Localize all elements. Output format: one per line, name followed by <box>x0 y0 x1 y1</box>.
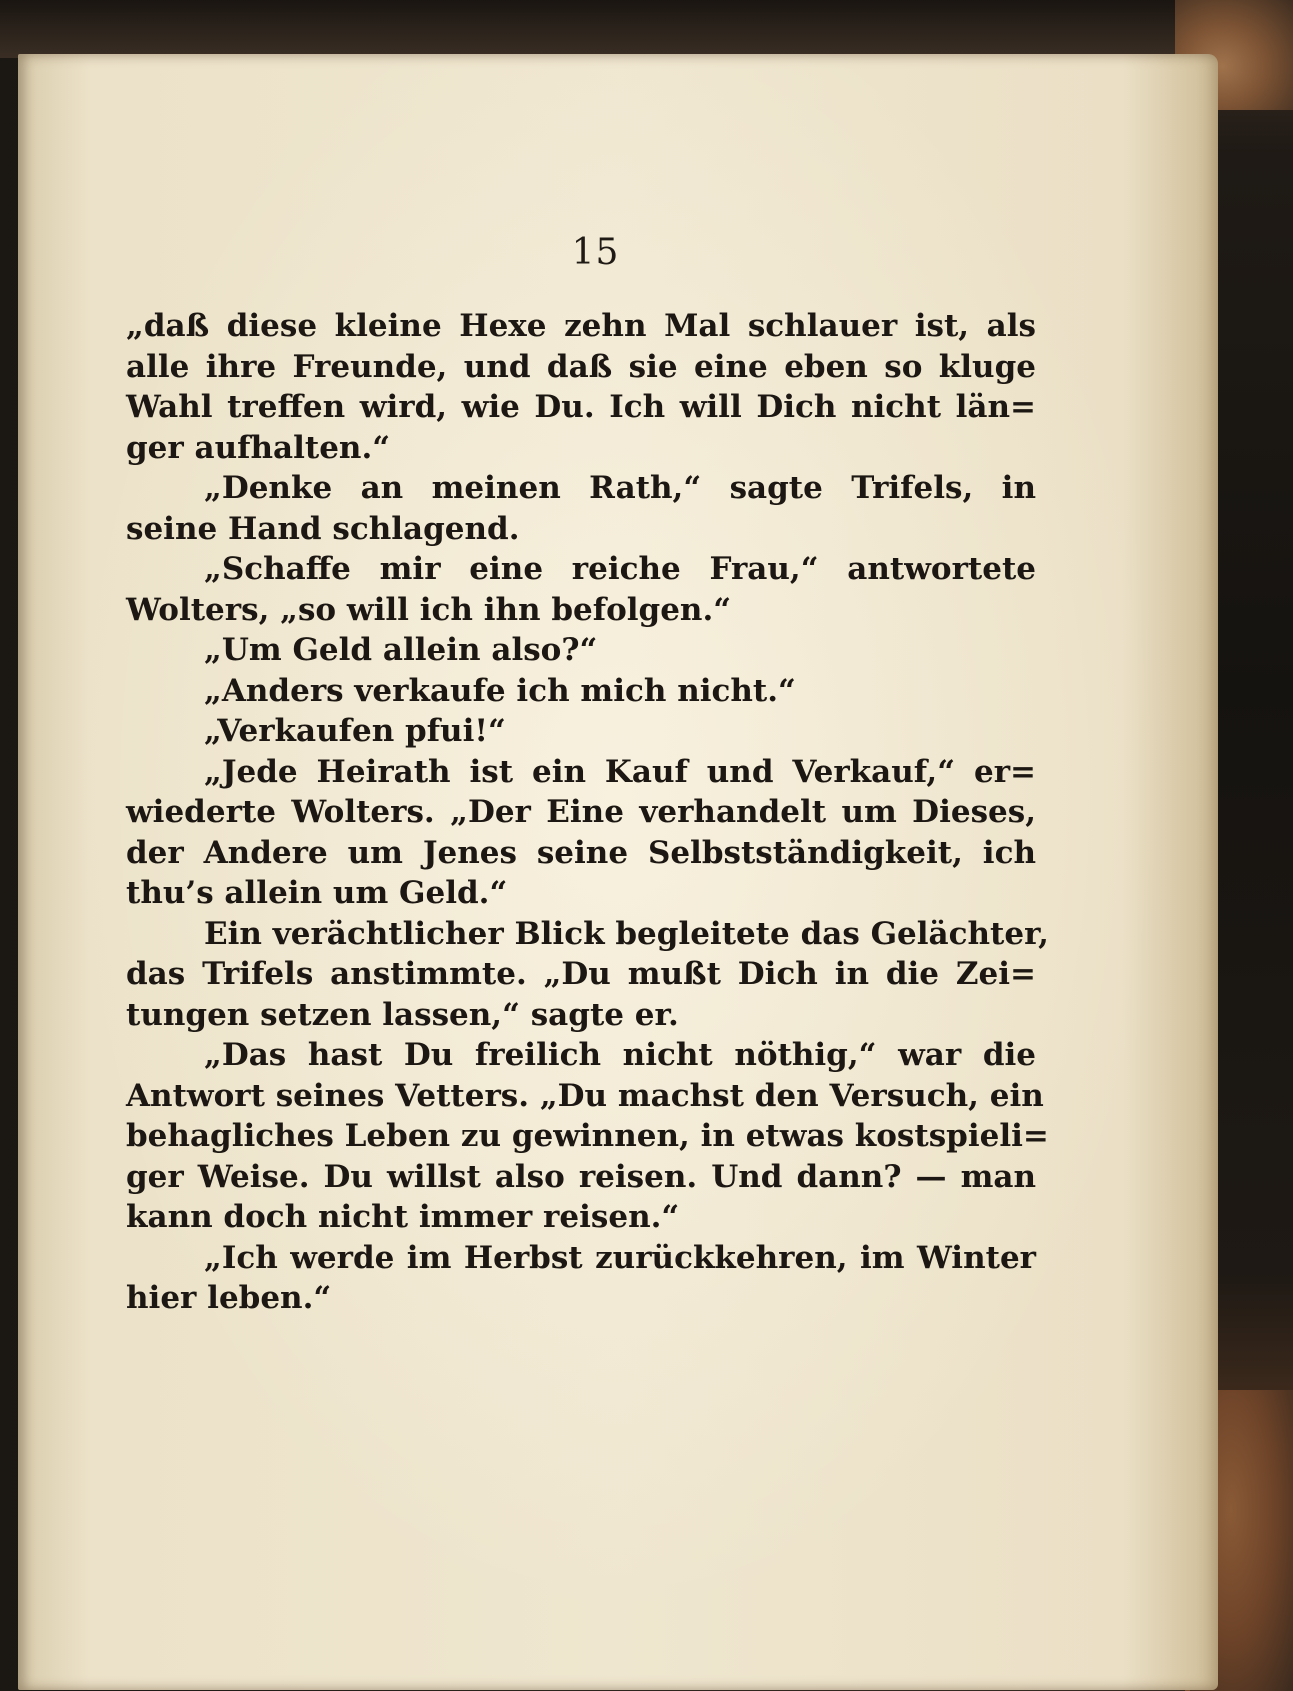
text-line: „Um Geld allein also?“ <box>204 632 598 668</box>
text-line: seine Hand schlagend. <box>126 510 520 547</box>
text-line: Ein verächtlicher Blick begleitete das Gelächter, <box>204 915 1049 952</box>
text-line: „Ich werde im Herbst zurückkehren, im Winter <box>204 1239 1036 1276</box>
text-line: wiederte Wolters. „Der Eine verhandelt um Dieses, <box>126 794 1036 830</box>
text-line: „daß diese kleine Hexe zehn Mal schlauer ist, als <box>126 308 1036 344</box>
text-line: thu’s allein um Geld.“ <box>126 875 508 911</box>
text-line: „Anders verkaufe ich mich nicht.“ <box>204 672 796 709</box>
text-line: hier leben.“ <box>126 1280 332 1316</box>
text-line: das Trifels anstimmte. „Du mußt Dich in die Zei= <box>126 956 1036 992</box>
text-line: alle ihre Freunde, und daß sie eine eben so kluge <box>126 348 1036 385</box>
text-line: tungen setzen lassen,“ sagte er. <box>126 996 679 1033</box>
text-line: Wolters, „so will ich ihn befolgen.“ <box>126 591 732 628</box>
page-number: 15 <box>571 232 620 273</box>
text-line: ger aufhalten.“ <box>126 429 391 466</box>
text-line: „Jede Heirath ist ein Kauf und Verkauf,“ er= <box>204 753 1036 790</box>
book-page <box>18 54 1218 1690</box>
text-line: „Denke an meinen Rath,“ sagte Trifels, in <box>204 470 1036 506</box>
text-line: Wahl treffen wird, wie Du. Ich will Dich nicht län= <box>126 389 1036 425</box>
text-line: Antwort seines Vetters. „Du machst den Versuch, ein <box>126 1077 1044 1114</box>
text-line: ger Weise. Du willst also reisen. Und dann? — man <box>126 1158 1036 1195</box>
text-line: behagliches Leben zu gewinnen, in etwas kostspieli= <box>126 1118 1049 1154</box>
page-body-text <box>126 306 1049 1319</box>
text-line: „Verkaufen pfui!“ <box>204 713 506 749</box>
text-line: „Schaffe mir eine reiche Frau,“ antwortete <box>204 551 1036 587</box>
text-line: „Das hast Du freilich nicht nöthig,“ war die <box>204 1037 1036 1073</box>
book-cover-top-edge <box>0 0 1200 58</box>
text-line: der Andere um Jenes seine Selbstständigkeit, ich <box>126 834 1036 871</box>
text-line: kann doch nicht immer reisen.“ <box>126 1199 680 1235</box>
